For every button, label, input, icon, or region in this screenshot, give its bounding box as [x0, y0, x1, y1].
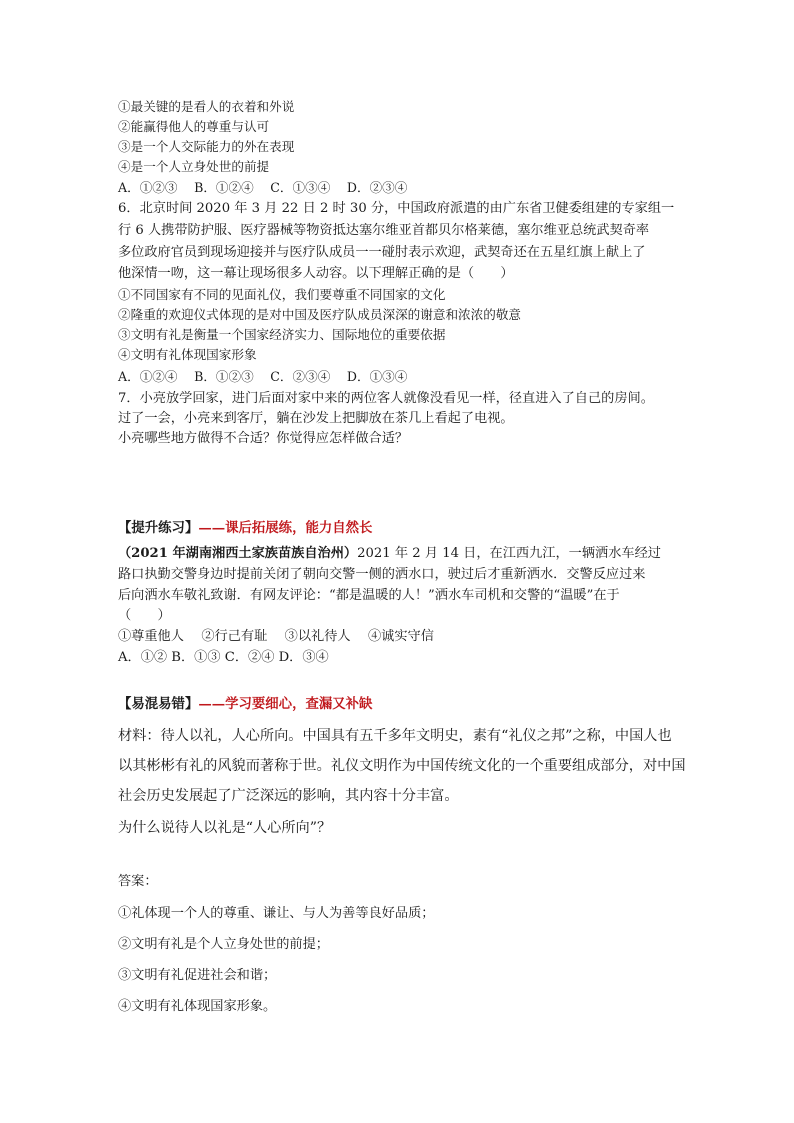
q5-option-2: ②能赢得他人的尊重与认可	[118, 119, 270, 134]
section-heading-tisheng	[118, 518, 372, 538]
tisheng-options: ①尊重他人 ②行己有耻 ③以礼待人 ④诚实守信	[118, 629, 434, 644]
tisheng-stem-line-2: 路口执勤交警身边时提前关闭了朝向交警一侧的洒水口，驶过后才重新洒水．交警反应过来	[118, 567, 646, 582]
tisheng-choices: A．①② B．①③ C．②④ D．③④	[118, 650, 329, 665]
section-subtitle: ——学习要细心，查漏又补缺	[198, 696, 373, 712]
answer-item-3: ③文明有礼促进社会和谐；	[118, 968, 277, 983]
q5-choices: A．①②③ B．①②④ C．①③④ D．②③④	[118, 180, 408, 195]
section-subtitle: ——课后拓展练，能力自然长	[198, 520, 373, 536]
q5-option-4: ④是一个人立身处世的前提	[118, 159, 270, 174]
q6-option-2: ②隆重的欢迎仪式体现的是对中国及医疗队成员深深的谢意和浓浓的敬意	[118, 307, 521, 322]
q6-stem-line-4: 他深情一吻，这一幕让现场很多人动容。以下理解正确的是（ ）	[118, 266, 514, 281]
material-line-1: 材料：待人以礼，人心所向。中国具有五千多年文明史，素有“礼仪之邦”之称，中国人也	[118, 728, 672, 744]
material-line-3: 社会历史发展起了广泛深远的影响，其内容十分丰富。	[118, 788, 459, 804]
answer-item-4: ④文明有礼体现国家形象。	[118, 999, 277, 1014]
answer-item-1: ①礼体现一个人的尊重、谦让、与人为善等良好品质；	[118, 906, 435, 921]
answer-label: 答案：	[118, 874, 158, 889]
tisheng-stem-line-3: 后向洒水车敬礼致谢．有网友评论：“都是温暖的人！”洒水车司机和交警的“温暖”在于	[118, 588, 620, 603]
question-source: （2021 年湖南湘西土家族苗族自治州）	[118, 546, 358, 561]
tisheng-stem-line-1	[118, 544, 661, 564]
q5-option-3: ③是一个人交际能力的外在表现	[118, 139, 295, 154]
q6-stem-line-1: 6．北京时间 2020 年 3 月 22 日 2 时 30 分，中国政府派遣的由广东省卫健委组建的专家组一	[118, 201, 675, 216]
q5-option-1: ①最关键的是看人的衣着和外说	[118, 99, 295, 114]
q6-option-4: ④文明有礼体现国家形象	[118, 347, 257, 362]
tisheng-stem-text: 2021 年 2 月 14 日，在江西九江，一辆洒水车经过	[357, 546, 661, 561]
q6-stem-line-2: 行 6 人携带防护服、医疗器械等物资抵达塞尔维亚首都贝尔格莱德，塞尔维亚总统武契奇率	[118, 223, 650, 238]
q7-stem-line-1: 7．小亮放学回家，进门后面对家中来的两位客人就像没看见一样，径直进入了自己的房间。	[118, 391, 654, 406]
section-bracket: 【提升练习】	[118, 520, 199, 536]
q7-question: 小亮哪些地方做得不合适？你觉得应怎样做合适？	[118, 431, 409, 446]
section-bracket: 【易混易错】	[118, 696, 199, 712]
q6-option-1: ①不同国家有不同的见面礼仪，我们要尊重不同国家的文化	[118, 287, 446, 302]
material-question: 为什么说待人以礼是“人心所向”？	[118, 820, 332, 836]
q6-option-3: ③文明有礼是衡量一个国家经济实力、国际地位的重要依据	[118, 327, 446, 342]
tisheng-stem-line-4: （ ）	[118, 608, 171, 623]
q6-stem-line-3: 多位政府官员到现场迎接并与医疗队成员一一碰肘表示欢迎，武契奇还在五星红旗上献上了	[118, 245, 646, 260]
answer-item-2: ②文明有礼是个人立身处世的前提；	[118, 937, 329, 952]
material-line-2: 以其彬彬有礼的风貌而著称于世。礼仪文明作为中国传统文化的一个重要组成部分，对中国	[118, 758, 686, 774]
q7-stem-line-2: 过了一会，小亮来到客厅，躺在沙发上把脚放在茶几上看起了电视。	[118, 411, 514, 426]
section-heading-yihun	[118, 694, 372, 714]
q6-choices: A．①②④ B．①②③ C．②③④ D．①③④	[118, 369, 408, 384]
